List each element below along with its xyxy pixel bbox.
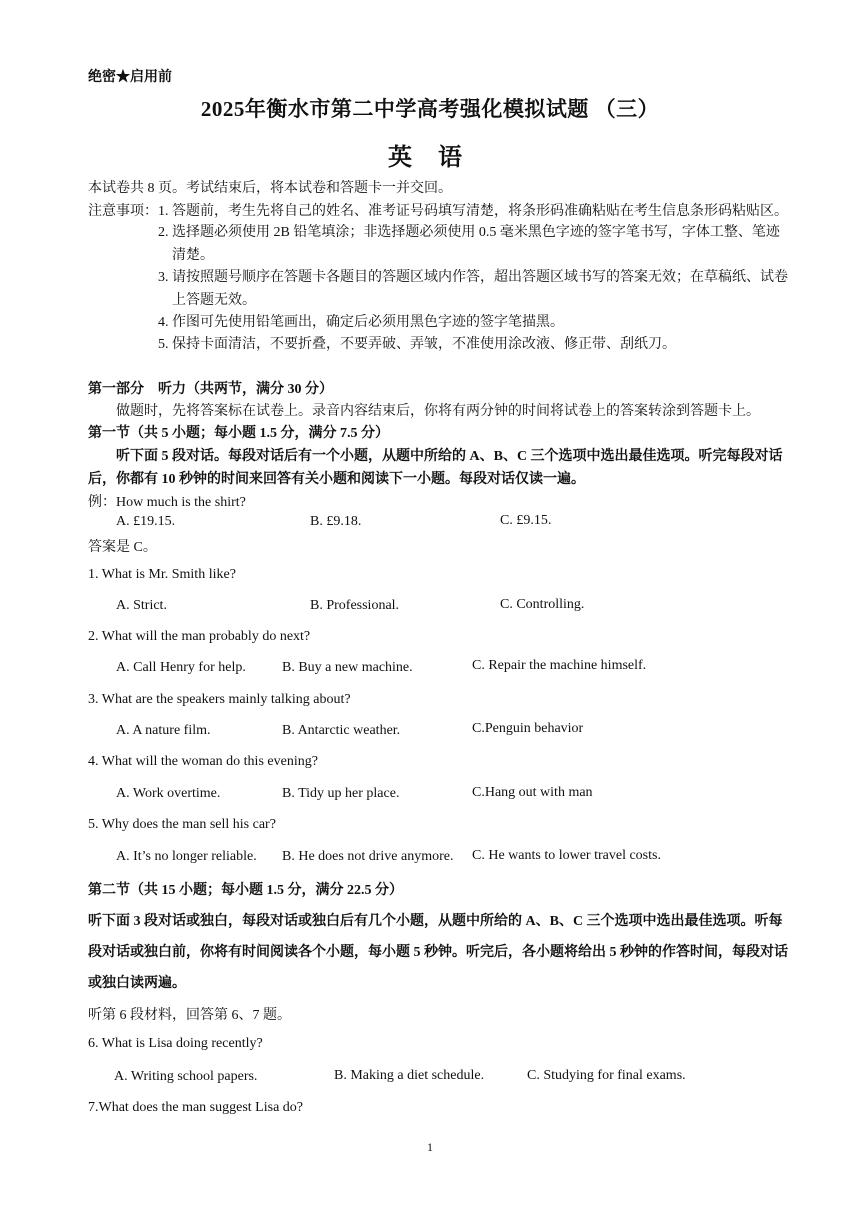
note-item-2: 2. 选择题必须使用 2B 铅笔填涂；非选择题必须使用 0.5 毫米黑色字迹的签字笔书写，字体工整、笔迹	[158, 225, 780, 240]
q3-option-c: C.Penguin behavior	[472, 721, 584, 736]
note-item-2-cont: 清楚。	[172, 248, 214, 263]
example-option-a: A. £19.15.	[116, 514, 176, 529]
part1-heading: 第一部分 听力（共两节，满分 30 分）	[88, 382, 333, 397]
subject-title: 英 语	[388, 145, 472, 171]
page-number: 1	[427, 1140, 433, 1154]
q3-option-b: B. Antarctic weather.	[282, 723, 401, 738]
q2-option-a: A. Call Henry for help.	[116, 660, 246, 675]
example-question: 例：How much is the shirt?	[88, 495, 246, 510]
section2-heading: 第二节（共 15 小题；每小题 1.5 分，满分 22.5 分）	[88, 883, 403, 898]
section2-instruction-line2: 段对话或独白前，你将有时间阅读各个小题，每小题 5 秒钟。听完后，各小题将给出 5 秒钟的作答时间，每段对话	[88, 945, 788, 960]
q1-option-b: B. Professional.	[310, 598, 400, 613]
q3-option-a: A. A nature film.	[116, 723, 211, 738]
question-3: 3. What are the speakers mainly talking about?	[88, 692, 351, 707]
section2-instruction-line1: 听下面 3 段对话或独白，每段对话或独白后有几个小题，从题中所给的 A、B、C 三个选项中选出最佳选项。听每	[88, 914, 783, 929]
q2-option-c: C. Repair the machine himself.	[472, 658, 647, 673]
example-option-b: B. £9.18.	[310, 514, 362, 529]
q1-option-c: C. Controlling.	[500, 597, 585, 612]
note-item-5: 5. 保持卡面清洁，不要折叠，不要弄破、弄皱，不准使用涂改液、修正带、刮纸刀。	[158, 337, 676, 352]
note-item-3-cont: 上答题无效。	[172, 293, 256, 308]
exam-intro: 本试卷共 8 页。考试结束后，将本试卷和答题卡一并交回。	[88, 181, 452, 196]
q5-option-b: B. He does not drive anymore.	[282, 849, 454, 864]
question-5: 5. Why does the man sell his car?	[88, 817, 276, 832]
q4-option-b: B. Tidy up her place.	[282, 786, 400, 801]
notes-label: 注意事项：	[88, 204, 158, 219]
example-answer: 答案是 C。	[88, 540, 157, 555]
q6-option-a: A. Writing school papers.	[114, 1069, 258, 1084]
q4-option-a: A. Work overtime.	[116, 786, 221, 801]
section2-instruction-line3: 或独白读两遍。	[88, 976, 186, 991]
q2-option-b: B. Buy a new machine.	[282, 660, 413, 675]
q6-option-c: C. Studying for final exams.	[527, 1068, 686, 1083]
question-2: 2. What will the man probably do next?	[88, 629, 311, 644]
section1-heading: 第一节（共 5 小题；每小题 1.5 分，满分 7.5 分）	[88, 426, 389, 441]
note-item-1: 1. 答题前，考生先将自己的姓名、准考证号码填写清楚，将条形码准确粘贴在考生信息条形码粘贴区。	[158, 204, 788, 219]
material-6-label: 听第 6 段材料，回答第 6、7 题。	[88, 1008, 291, 1023]
q1-option-a: A. Strict.	[116, 598, 167, 613]
example-option-c: C. £9.15.	[500, 513, 552, 528]
q6-option-b: B. Making a diet schedule.	[334, 1068, 485, 1083]
note-item-4: 4. 作图可先使用铅笔画出，确定后必须用黑色字迹的签字笔描黑。	[158, 315, 564, 330]
note-item-3: 3. 请按照题号顺序在答题卡各题目的答题区域内作答，超出答题区域书写的答案无效；在草稿纸、试卷	[158, 270, 788, 285]
q4-option-c: C.Hang out with man	[472, 785, 593, 800]
confidential-label: 绝密★启用前	[88, 70, 172, 85]
exam-title: 2025年衡水市第二中学高考强化模拟试题 （三）	[200, 97, 660, 121]
question-7: 7.What does the man suggest Lisa do?	[88, 1100, 304, 1115]
q5-option-c: C. He wants to lower travel costs.	[472, 848, 661, 863]
question-6: 6. What is Lisa doing recently?	[88, 1036, 263, 1051]
question-1: 1. What is Mr. Smith like?	[88, 567, 236, 582]
question-4: 4. What will the woman do this evening?	[88, 754, 318, 769]
part1-instruction: 做题时，先将答案标在试卷上。录音内容结束后，你将有两分钟的时间将试卷上的答案转涂到答题卡上。	[116, 404, 760, 419]
q5-option-a: A. It’s no longer reliable.	[116, 849, 257, 864]
section1-instruction-line2: 后，你都有 10 秒钟的时间来回答有关小题和阅读下一小题。每段对话仅读一遍。	[88, 472, 585, 487]
section1-instruction-line1: 听下面 5 段对话。每段对话后有一个小题，从题中所给的 A、B、C 三个选项中选出最佳选项。听完每段对话	[116, 449, 783, 464]
